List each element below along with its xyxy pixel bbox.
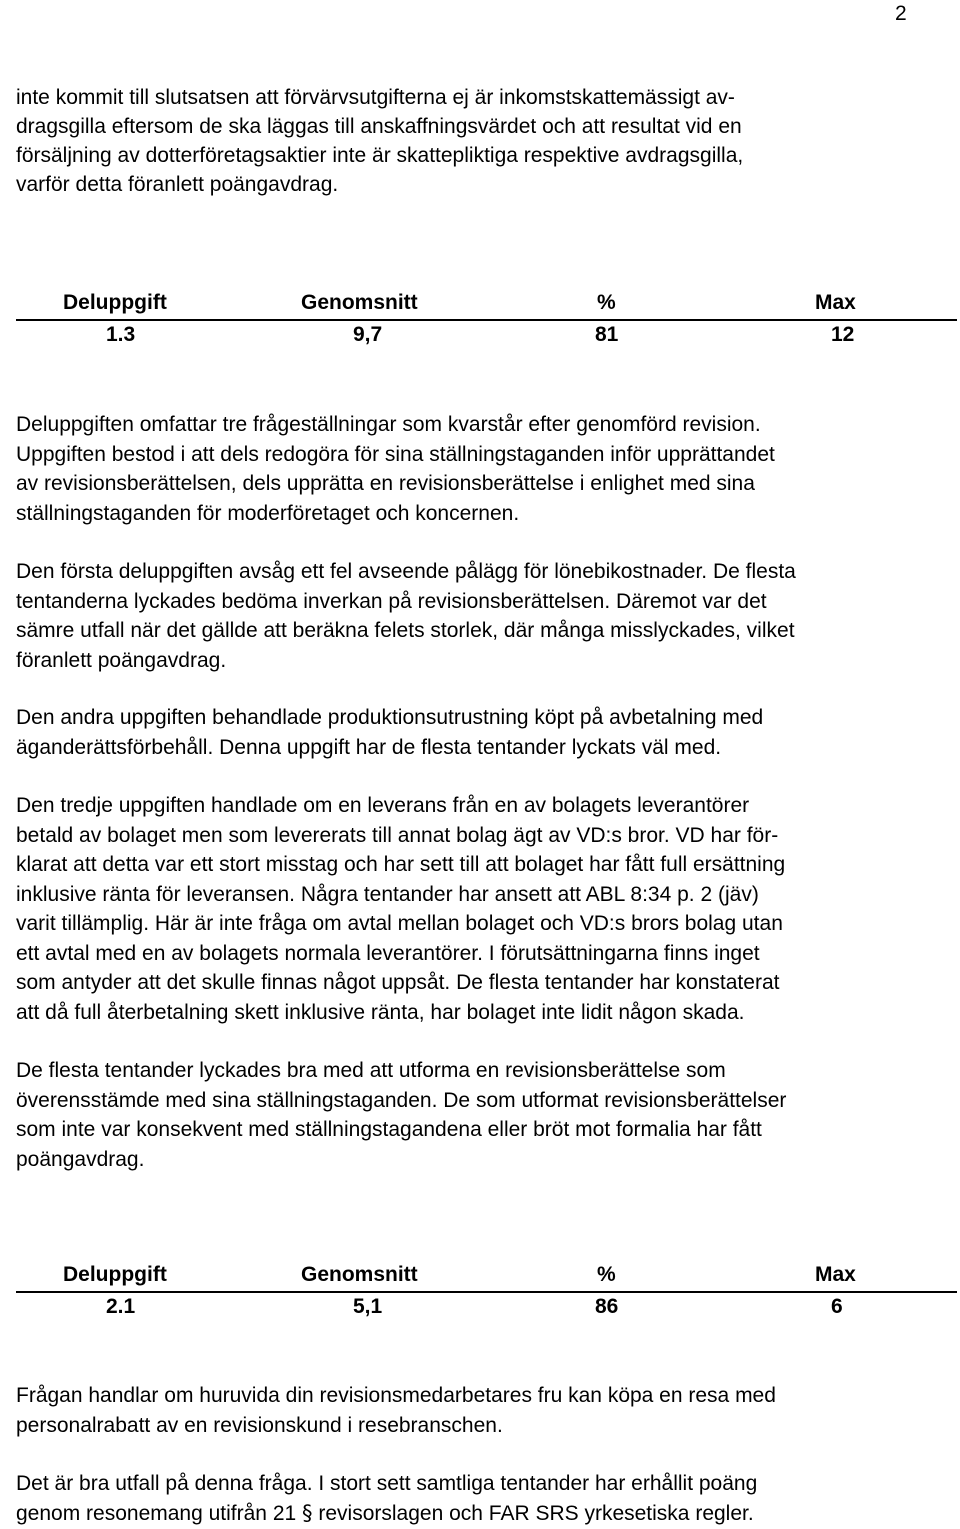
header-deluppgift: Deluppgift bbox=[63, 291, 167, 314]
text-line: inte kommit till slutsatsen att förvärvsutgifterna ej är inkomstskattemässigt av- bbox=[16, 86, 735, 109]
paragraph-audit-report bbox=[16, 1056, 951, 1174]
score-table-1 bbox=[16, 289, 957, 351]
cell-deluppgift: 2.1 bbox=[106, 1295, 136, 1318]
cell-max: 12 bbox=[831, 323, 855, 346]
text-line: klarat att detta var ett stort misstag och har sett till att bolaget har fått full ersättning bbox=[16, 853, 786, 876]
text-line: varför detta föranlett poängavdrag. bbox=[16, 173, 339, 196]
text-line: inklusive ränta för leveransen. Några tentander har ansett att ABL 8:34 p. 2 (jäv) bbox=[16, 882, 759, 906]
paragraph-second-subtask bbox=[16, 703, 951, 762]
cell-max: 6 bbox=[831, 1295, 843, 1318]
intro-paragraph bbox=[16, 83, 951, 199]
text-line: att då full återbetalning skett inklusive ränta, har bolaget inte lidit någon skada. bbox=[16, 1000, 745, 1024]
text-line: Den första deluppgiften avsåg ett fel avseende pålägg för lönebikostnader. De flesta bbox=[16, 560, 796, 583]
text-line: som antyder att det skulle finnas något uppsåt. De flesta tentander har konstaterat bbox=[16, 971, 780, 994]
header-genomsnitt: Genomsnitt bbox=[301, 1263, 418, 1286]
header-genomsnitt: Genomsnitt bbox=[301, 291, 418, 314]
section-symbol: § bbox=[302, 1500, 313, 1525]
text-line: De flesta tentander lyckades bra med att utforma en revisionsberättelse som bbox=[16, 1059, 726, 1082]
page-number: 2 bbox=[895, 2, 907, 25]
text-line: försäljning av dotterföretagsaktier inte är skattepliktiga respektive avdragsgilla, bbox=[16, 144, 744, 167]
text-line: varit tillämplig. Här är inte fråga om avtal mellan bolaget och VD:s brors bolag utan bbox=[16, 912, 783, 935]
text-line: äganderättsförbehåll. Denna uppgift har de flesta tentander lyckats väl med. bbox=[16, 735, 722, 759]
text-fragment: genom resonemang utifrån 21 bbox=[16, 1501, 303, 1525]
text-line: Det är bra utfall på denna fråga. I stort sett samtliga tentander har erhållit poäng bbox=[16, 1472, 758, 1495]
paragraph-first-subtask bbox=[16, 557, 951, 675]
text-line: Uppgiften bestod i att dels redogöra för sina ställningstaganden inför upprättandet bbox=[16, 442, 775, 466]
text-line: poängavdrag. bbox=[16, 1147, 145, 1171]
text-line: tentanderna lyckades bedöma inverkan på revisionsberättelsen. Däremot var det bbox=[16, 589, 767, 613]
paragraph-task-description bbox=[16, 410, 951, 528]
text-line bbox=[16, 1499, 951, 1529]
text-line: av revisionsberättelsen, dels upprätta en revisionsberättelse i enlighet med sina bbox=[16, 472, 755, 495]
score-table-row bbox=[16, 321, 957, 351]
score-table-header bbox=[16, 1261, 957, 1293]
cell-genomsnitt: 5,1 bbox=[353, 1295, 383, 1318]
text-line: överensstämde med sina ställningstaganden. De som utformat revisionsberättelser bbox=[16, 1088, 787, 1112]
text-line: föranlett poängavdrag. bbox=[16, 648, 227, 672]
text-line: Den andra uppgiften behandlade produktionsutrustning köpt på avbetalning med bbox=[16, 706, 764, 729]
cell-deluppgift: 1.3 bbox=[106, 323, 136, 346]
paragraph-third-subtask bbox=[16, 791, 951, 1027]
text-line: Deluppgiften omfattar tre frågeställningar som kvarstår efter genomförd revision. bbox=[16, 413, 761, 436]
text-line: personalrabatt av en revisionskund i resebranschen. bbox=[16, 1413, 503, 1437]
text-line: som inte var konsekvent med ställningstagandena eller bröt mot formalia har fått bbox=[16, 1118, 762, 1141]
paragraph-question-description bbox=[16, 1381, 951, 1440]
text-line: Frågan handlar om huruvida din revisionsmedarbetares fru kan köpa en resa med bbox=[16, 1384, 776, 1407]
cell-percent: 86 bbox=[595, 1295, 619, 1318]
text-fragment: revisorslagen och FAR SRS yrkesetiska regler. bbox=[312, 1501, 754, 1525]
header-max: Max bbox=[815, 1263, 856, 1286]
text-line: betald av bolaget men som levererats till annat bolag ägt av VD:s bror. VD har för- bbox=[16, 823, 779, 847]
header-max: Max bbox=[815, 291, 856, 314]
text-line: sämre utfall när det gällde att beräkna felets storlek, där många misslyckades, vilket bbox=[16, 619, 795, 642]
text-line: dragsgilla eftersom de ska läggas till anskaffningsvärdet och att resultat vid en bbox=[16, 115, 742, 138]
header-deluppgift: Deluppgift bbox=[63, 1263, 167, 1286]
score-table-header bbox=[16, 289, 957, 321]
paragraph-result-comment bbox=[16, 1469, 951, 1528]
text-line: ett avtal med en av bolagets normala leverantörer. I förutsättningarna finns inget bbox=[16, 941, 760, 965]
score-table-2 bbox=[16, 1261, 957, 1323]
score-table-row bbox=[16, 1293, 957, 1323]
text-line: Den tredje uppgiften handlade om en leverans från en av bolagets leverantörer bbox=[16, 794, 750, 817]
cell-genomsnitt: 9,7 bbox=[353, 323, 383, 346]
text-line: ställningstaganden för moderföretaget och koncernen. bbox=[16, 501, 520, 525]
cell-percent: 81 bbox=[595, 323, 619, 346]
header-percent: % bbox=[597, 291, 616, 314]
header-percent: % bbox=[597, 1263, 616, 1286]
